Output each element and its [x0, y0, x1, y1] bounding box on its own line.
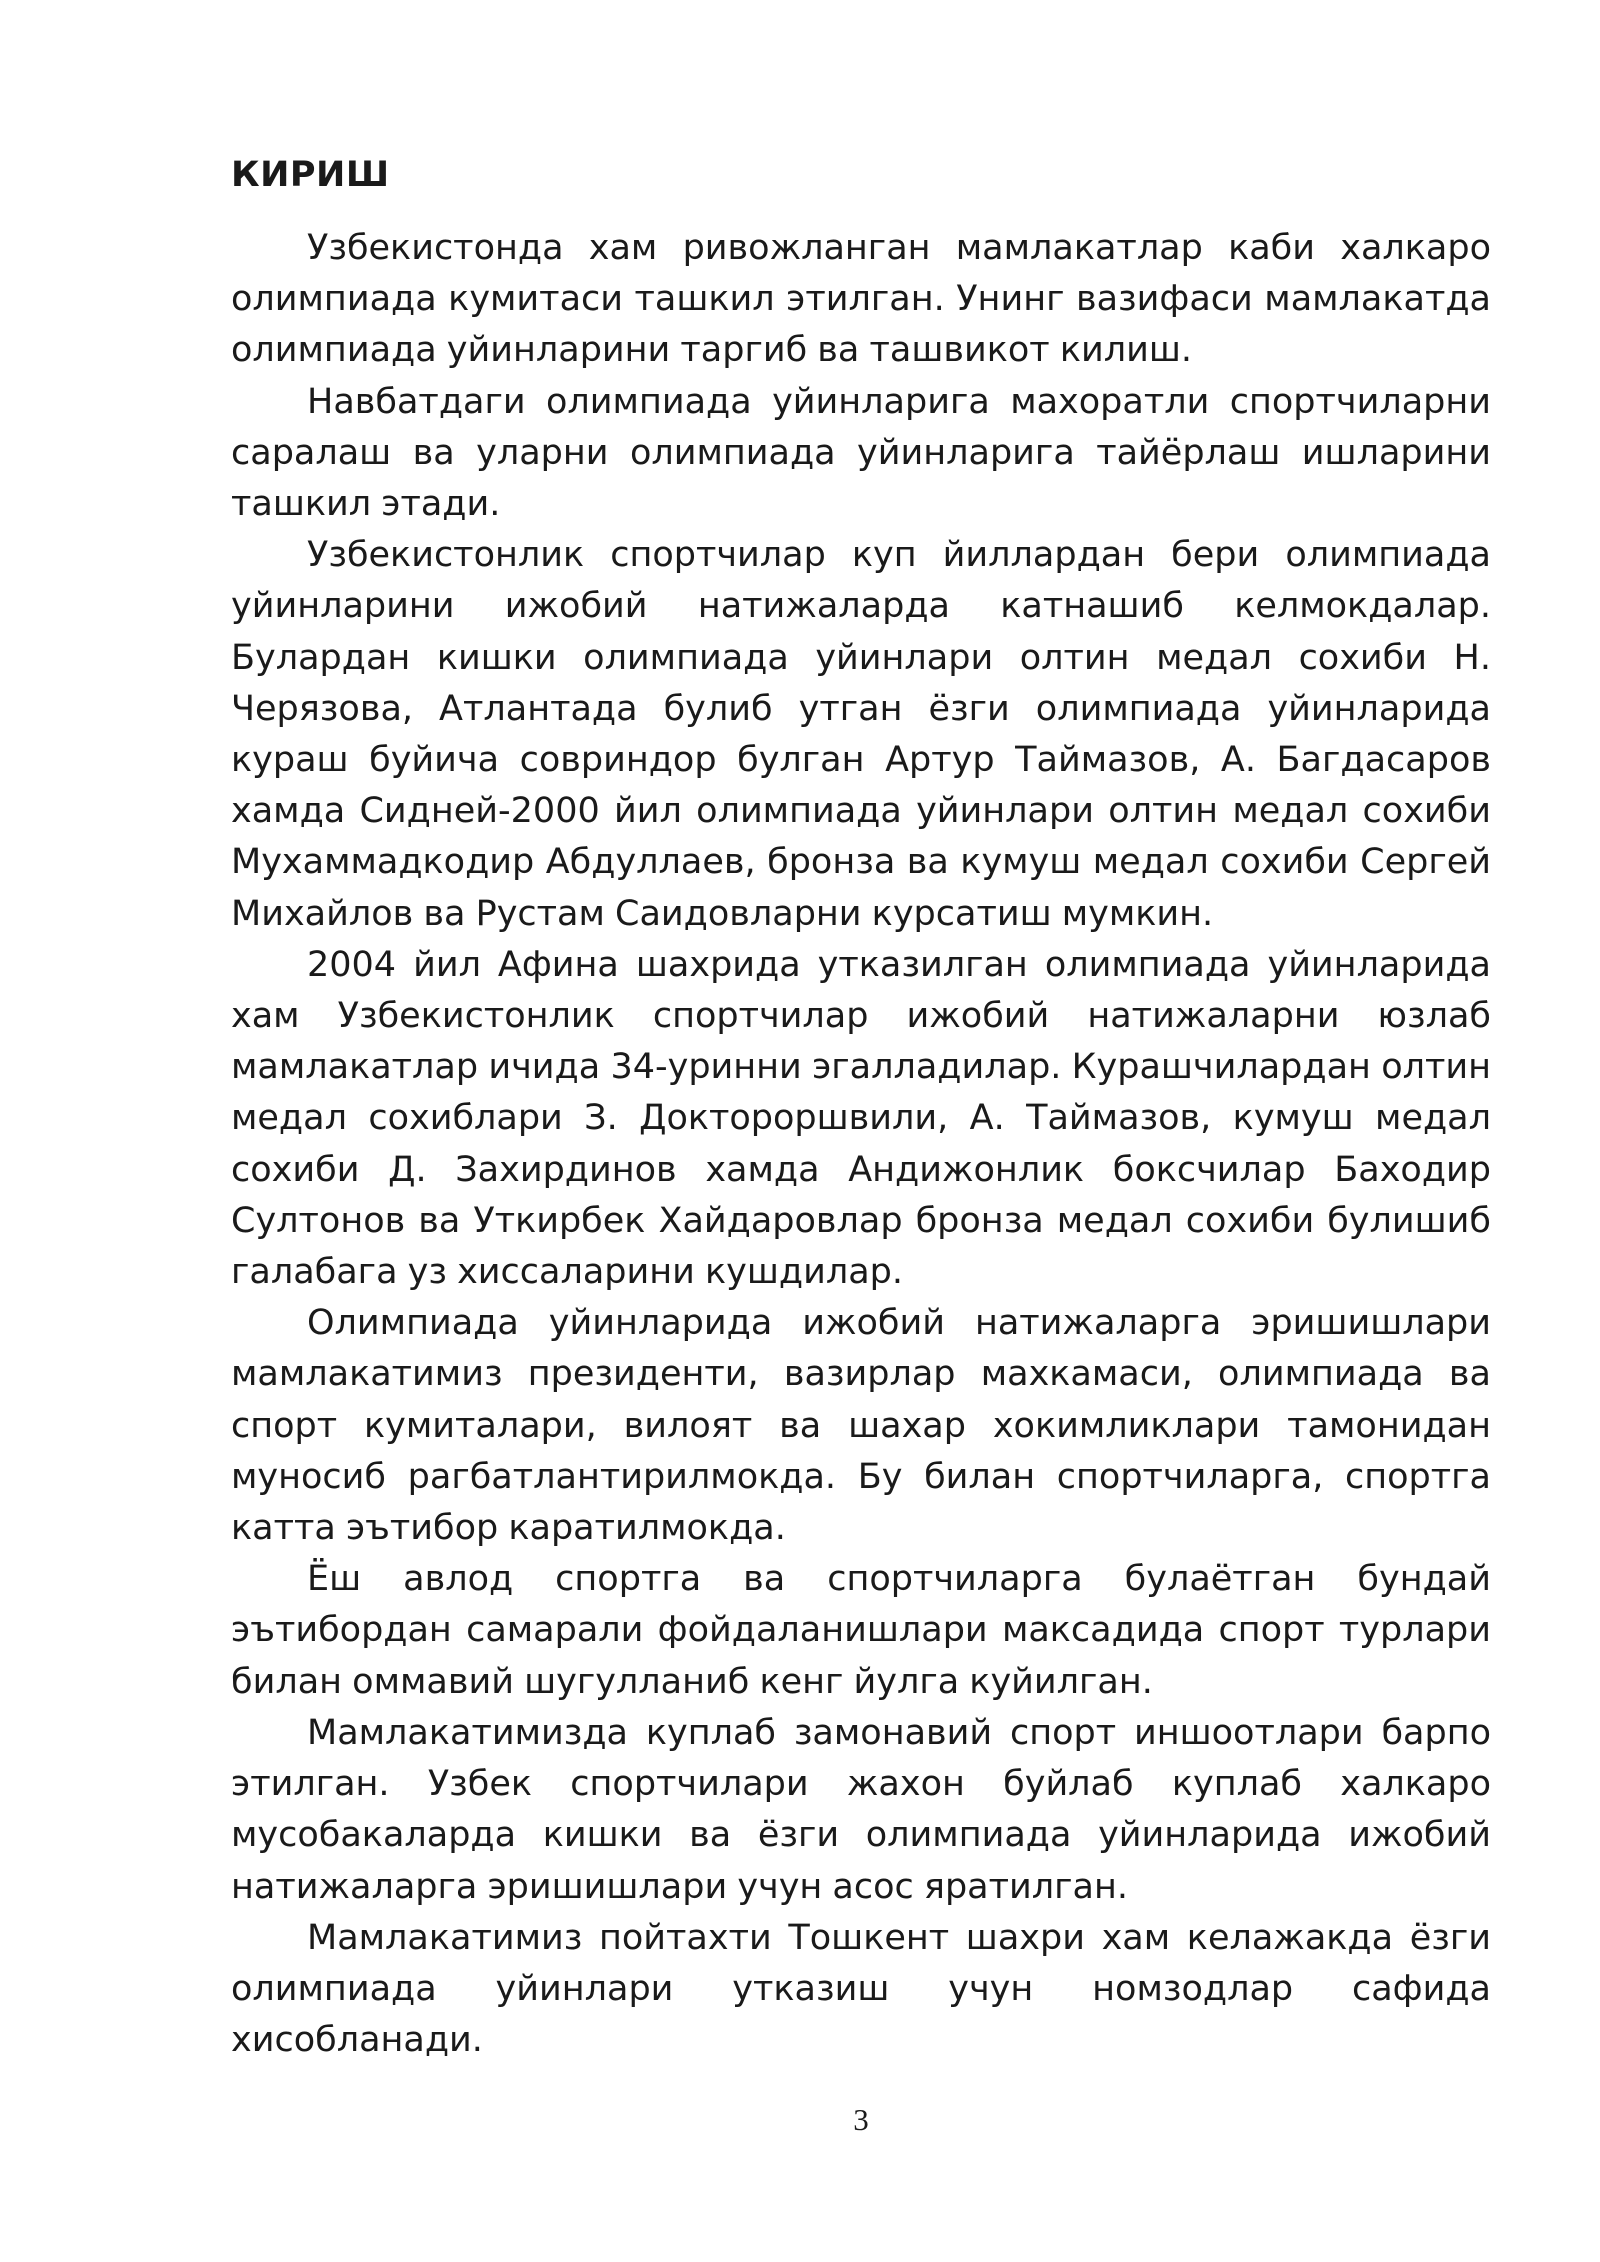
page-number: 3 [853, 2102, 869, 2137]
page-content [231, 150, 1491, 2066]
paragraph: Узбекистонлик спортчилар куп йиллардан бери олимпиада уйинларини ижобий натижаларда катнашиб келмокдалар. Булардан кишки олимпиада уйинлари олтин медал сохиби Н. Черязова, Атлантада булиб утган ёзги олимпиада уйинларида кураш буйича совриндор булган Артур Таймазов, А. Багдасаров хамда Сидней-2000 йил олимпиада уйинлари олтин медал сохиби Мухаммадкодир Абдуллаев, бронза ва кумуш медал сохиби Сергей Михайлов ва Рустам Саидовларни курсатиш мумкин. [231, 535, 1491, 934]
paragraph: 2004 йил Афина шахрида утказилган олимпиада уйинларида хам Узбекистонлик спортчилар ижобий натижаларни юзлаб мамлакатлар ичида 34-уринни эгалладилар. Курашчилардан олтин медал сохиблари З. Доктороршвили, А. Таймазов, кумуш медал сохиби Д. Захирдинов хамда Андижонлик боксчилар Баходир Султонов ва Уткирбек Хайдаровлар бронза медал сохиби булишиб галабага уз хиссаларини кушдилар. [231, 944, 1491, 1293]
paragraph: Навбатдаги олимпиада уйинларига махоратли спортчиларни саралаш ва уларни олимпиада уйинларига тайёрлаш ишларини ташкил этади. [231, 381, 1491, 525]
section-heading: КИРИШ [231, 155, 390, 195]
paragraph: Олимпиада уйинларида ижобий натижаларга эришишлари мамлакатимиз президенти, вазирлар махкамаси, олимпиада ва спорт кумиталари, вилоят ва шахар хокимликлари тамонидан муносиб рагбатлантирилмокда. Бу билан спортчиларга, спортга катта эътибор каратилмокда. [231, 1303, 1491, 1549]
paragraph: Мамлакатимизда куплаб замонавий спорт иншоотлари барпо этилган. Узбек спортчилари жахон буйлаб куплаб халкаро мусобакаларда кишки ва ёзги олимпиада уйинларида ижобий натижаларга эришишлари учун асос яратилган. [231, 1712, 1491, 1907]
paragraph: Ёш авлод спортга ва спортчиларга булаётган бундай эътибордан самарали фойдаланишлари максадида спорт турлари билан оммавий шугулланиб кенг йулга куйилган. [231, 1559, 1491, 1702]
paragraph: Мамлакатимиз пойтахти Тошкент шахри хам келажакда ёзги олимпиада уйинлари утказиш учун номзодлар сафида хисобланади. [231, 1917, 1491, 2061]
paragraph: Узбекистонда хам ривожланган мамлакатлар каби халкаро олимпиада кумитаси ташкил этилган. Унинг вазифаси мамлакатда олимпиада уйинларини таргиб ва ташвикот килиш. [231, 228, 1491, 371]
